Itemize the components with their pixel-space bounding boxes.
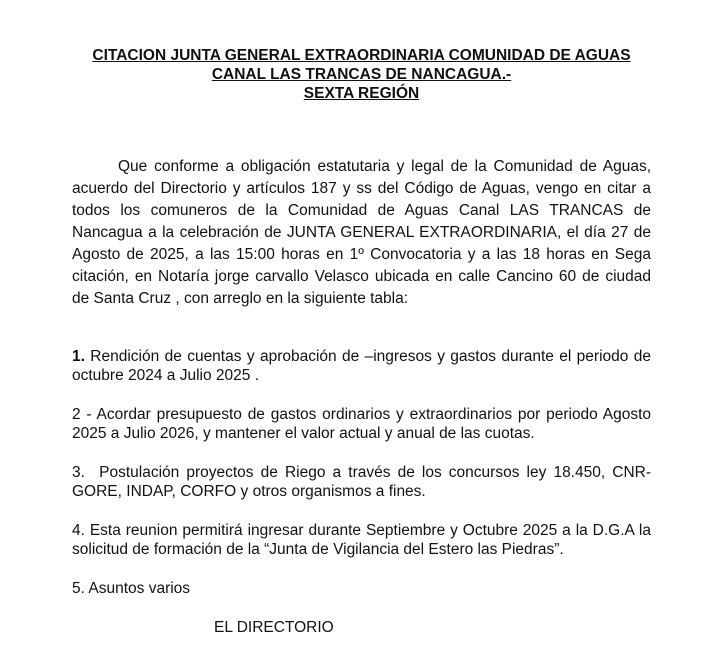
agenda-item-text: Asuntos varios bbox=[84, 580, 191, 597]
agenda-item-number: 4. bbox=[72, 522, 85, 539]
agenda-item-text: Rendición de cuentas y aprobación de –ingresos y gastos durante el periodo de octubre 2024 a Julio 2025 . bbox=[72, 348, 651, 384]
title-line-2: CANAL LAS TRANCAS DE NANCAGUA.- bbox=[211, 66, 512, 83]
agenda-item-number: 2 bbox=[72, 406, 81, 423]
document-title bbox=[72, 46, 651, 103]
agenda-item-5 bbox=[72, 579, 651, 598]
agenda-item-number: 5. bbox=[72, 580, 85, 597]
agenda-item-4 bbox=[72, 521, 651, 559]
signature: EL DIRECTORIO bbox=[214, 619, 334, 636]
agenda-item-text: - Acordar presupuesto de gastos ordinarios y extraordinarios por periodo Agosto 2025 a Julio 2026, y mantener el valor actual y anual de las cuotas. bbox=[72, 406, 651, 442]
document-page bbox=[72, 46, 651, 637]
agenda-item-text: Esta reunion permitirá ingresar durante Septiembre y Octubre 2025 a la D.G.A la solicitud de formación de la “Junta de Vigilancia del Estero las Piedras”. bbox=[72, 522, 651, 558]
agenda-item-3 bbox=[72, 463, 651, 501]
title-line-3: SEXTA REGIÓN bbox=[303, 85, 420, 102]
agenda-item-text: Postulación proyectos de Riego a través de los concursos ley 18.450, CNR-GORE, INDAP, CORFO y otros organismos a fines. bbox=[72, 464, 651, 500]
agenda-item-number: 1. bbox=[72, 348, 85, 365]
agenda-item-number: 3. bbox=[72, 464, 85, 481]
agenda-item-1 bbox=[72, 347, 651, 385]
intro-paragraph: Que conforme a obligación estatutaria y legal de la Comunidad de Aguas, acuerdo del Directorio y artículos 187 y ss del Código de Aguas, vengo en citar a todos los comuneros de la Comunidad de Aguas Canal LAS TRANCAS de Nancagua a la celebración de JUNTA GENERAL EXTRAORDINARIA, el día 27 de Agosto de 2025, a las 15:00 horas en 1º Convocatoria y a las 18 horas en Sega citación, en Notaría jorge carvallo Velasco ubicada en calle Cancino 60 de ciudad de Santa Cruz , con arreglo en la siguiente tabla: bbox=[72, 158, 651, 307]
title-line-1: CITACION JUNTA GENERAL EXTRAORDINARIA COMUNIDAD DE AGUAS bbox=[92, 47, 631, 64]
agenda-item-2 bbox=[72, 405, 651, 443]
